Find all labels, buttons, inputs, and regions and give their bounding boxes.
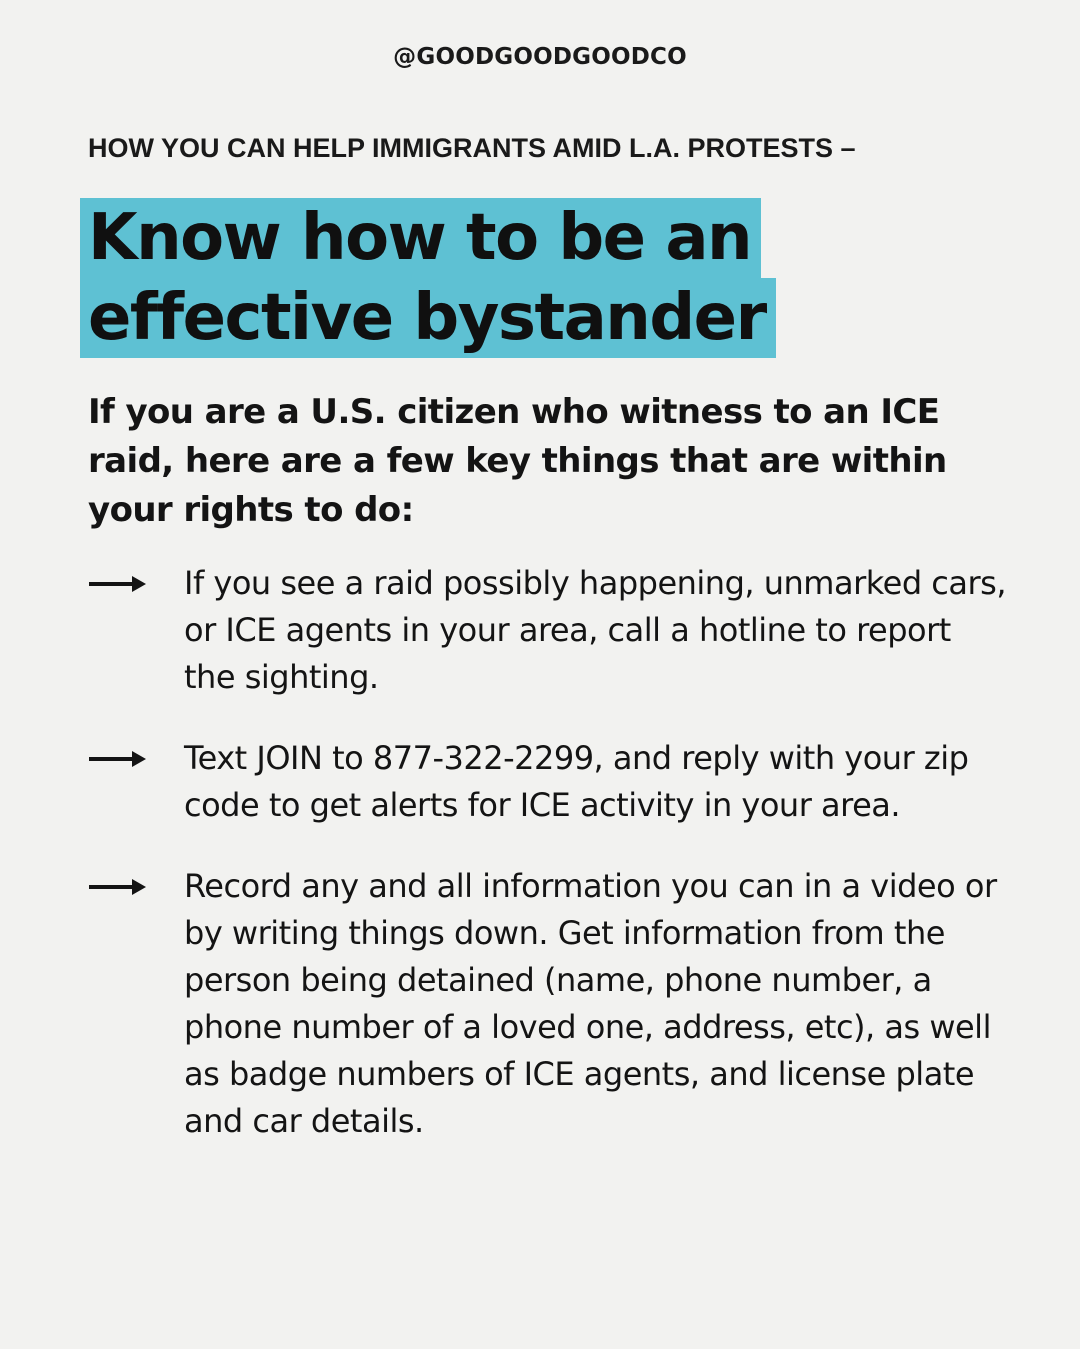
list-item-text: Text JOIN to 877-322-2299, and reply with your zip code to get alerts for ICE activity in your area.: [184, 739, 969, 824]
list-item: [88, 863, 1008, 1145]
kicker-heading: HOW YOU CAN HELP IMMIGRANTS AMID L.A. PROTESTS –: [88, 133, 856, 163]
intro-paragraph: If you are a U.S. citizen who witness to an ICE raid, here are a few key things that are within your rights to do:: [88, 392, 947, 530]
list-item-text: Record any and all information you can in a video or by writing things down. Get information from the person being detained (name, phone number, a phone number of a loved one, address, etc), as well as badge numbers of ICE agents, and license plate and car details.: [184, 867, 997, 1140]
account-handle: @GOODGOODGOODCO: [393, 44, 687, 70]
list-item: [88, 560, 1008, 701]
list-item-text: If you see a raid possibly happening, unmarked cars, or ICE agents in your area, call a hotline to report the sighting.: [184, 564, 1006, 696]
headline-line-2: effective bystander: [80, 278, 776, 358]
arrow-right-icon: [88, 744, 148, 774]
arrow-right-icon: [88, 569, 148, 599]
headline: [80, 198, 840, 358]
headline-line-1: Know how to be an: [80, 198, 761, 278]
arrow-right-icon: [88, 872, 148, 902]
bullet-list: [88, 560, 1008, 1179]
list-item: [88, 735, 1008, 829]
